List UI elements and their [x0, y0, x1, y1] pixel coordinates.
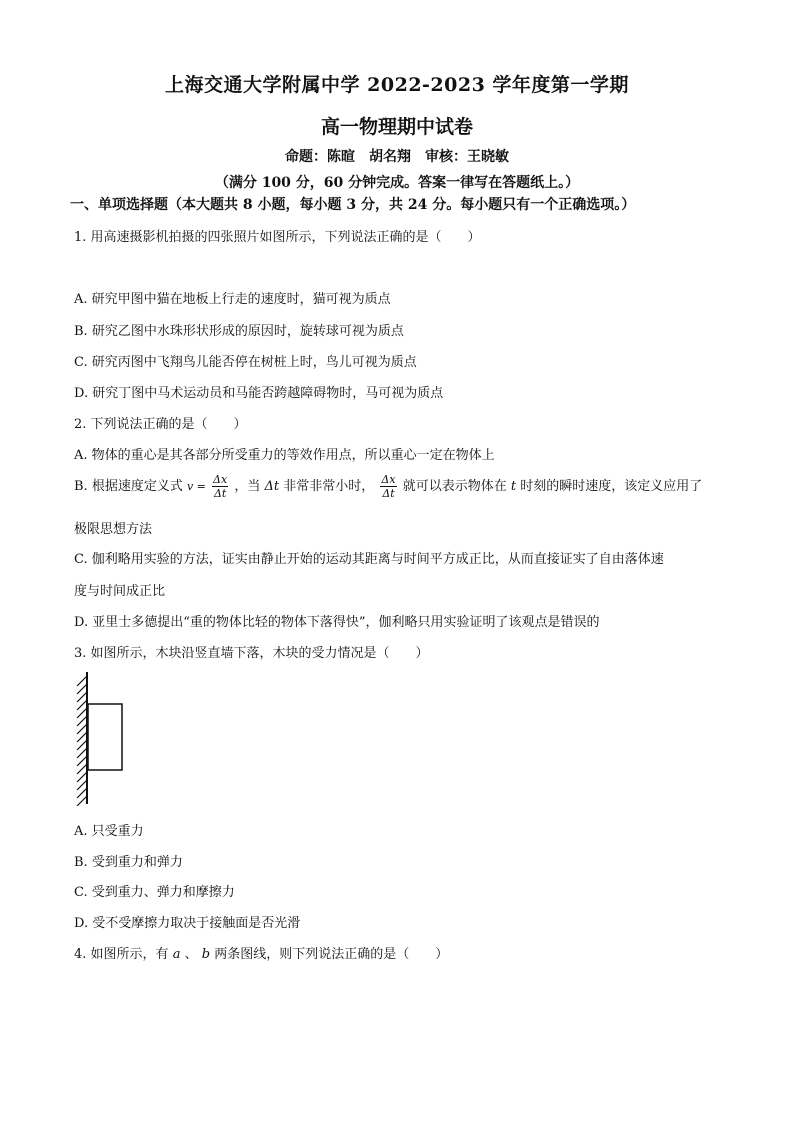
section-heading: 一、单项选择题（本大题共 8 小题，每小题 3 分，共 24 分。每小题只有一个正确选项。）	[70, 197, 636, 213]
q3-option-d: D. 受不受摩擦力取决于接触面是否光滑	[74, 916, 301, 931]
q3-option-c: C. 受到重力、弹力和摩擦力	[74, 885, 235, 900]
q1-option-b: B. 研究乙图中水珠形状形成的原因时，旋转球可视为质点	[74, 324, 404, 339]
q3-option-b: B. 受到重力和弹力	[74, 855, 183, 870]
q2-stem: 2. 下列说法正确的是（ ）	[74, 417, 247, 432]
wall-block-diagram	[74, 672, 134, 806]
exam-title: 高一物理期中试卷	[320, 116, 473, 138]
q4-stem: 4. 如图所示，有 a 、 b 两条图线，则下列说法正确的是（ ）	[74, 947, 449, 962]
q1-option-c: C. 研究丙图中飞翔鸟儿能否停在树桩上时，鸟儿可视为质点	[74, 355, 417, 370]
q2-option-c-cont: 度与时间成正比	[74, 584, 166, 599]
q1-stem: 1. 用高速摄影机拍摄的四张照片如图所示，下列说法正确的是（ ）	[74, 230, 481, 245]
wooden-block	[88, 704, 122, 770]
q1-option-d: D. 研究丁图中马术运动员和马能否跨越障碍物时，马可视为质点	[74, 386, 444, 401]
q2-option-b: B. 根据速度定义式 v = $\frac{\Delta x}{\Delta t}$ ，当 Δt 非常非常小时， $\frac{\Delta x}{\Delta t}$ 就可以表示物体在 t 时刻的瞬时速度，该定义应用了	[74, 473, 703, 500]
q2-option-a: A. 物体的重心是其各部分所受重力的等效作用点，所以重心一定在物体上	[74, 448, 495, 463]
notice-line: （满分 100 分，60 分钟完成。答案一律写在答题纸上。）	[214, 175, 580, 191]
q2-fraction-2: $\frac{\Delta x}{\Delta t}$	[381, 473, 396, 500]
wall-hatching	[77, 676, 87, 806]
q3-stem: 3. 如图所示，木块沿竖直墙下落，木块的受力情况是（ ）	[74, 646, 429, 661]
q2-option-d: D. 亚里士多德提出“重的物体比轻的物体下落得快”，伽利略只用实验证明了该观点是错误的	[74, 615, 600, 630]
q2-fraction-1: $\frac{\Delta x}{\Delta t}$	[213, 473, 228, 500]
q3-option-a: A. 只受重力	[74, 824, 144, 839]
q1-option-a: A. 研究甲图中猫在地板上行走的速度时，猫可视为质点	[74, 292, 391, 307]
q2-option-b-cont: 极限思想方法	[74, 522, 153, 537]
q2-option-c: C. 伽利略用实验的方法，证实由静止开始的运动其距离与时间平方成正比，从而直接证实了自由落体速	[74, 552, 664, 567]
school-title: 上海交通大学附属中学 2022-2023 学年度第一学期	[165, 74, 629, 96]
authors-line: 命题：陈暄 胡名翔 审核：王晓敏	[285, 149, 509, 165]
